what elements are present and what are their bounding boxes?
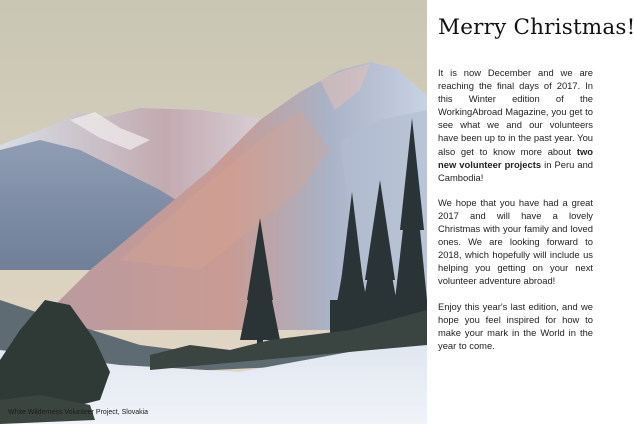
- article-body: [438, 66, 593, 364]
- photo-caption: White Wilderness Volunteer Project, Slovakia: [8, 409, 149, 416]
- paragraph-wishes: We hope that you have had a great 2017 and will have a lovely Christmas with your family and loved ones. We are looking forward to 2018, which hopefully will include us helping you getting on your next volunteer adventure abroad!: [438, 196, 593, 287]
- paragraph-intro: [438, 66, 593, 184]
- paragraph-closing: Enjoy this year's last edition, and we hope you feel inspired for how to make your mark in the World in the year to come.: [438, 300, 593, 351]
- intro-highlight: two new volunteer projects: [438, 145, 593, 170]
- intro-text-b: in Peru and Cambodia!: [438, 158, 593, 183]
- page-title: Merry Christmas!: [438, 15, 635, 40]
- intro-text-a: It is now December and we are reaching the final days of 2017. In this Winter edition of the WorkingAbroad Magazine, you get to see what we and our volunteers have been up to in the past year. You also get to know more about: [438, 67, 593, 157]
- text-column: [428, 0, 635, 424]
